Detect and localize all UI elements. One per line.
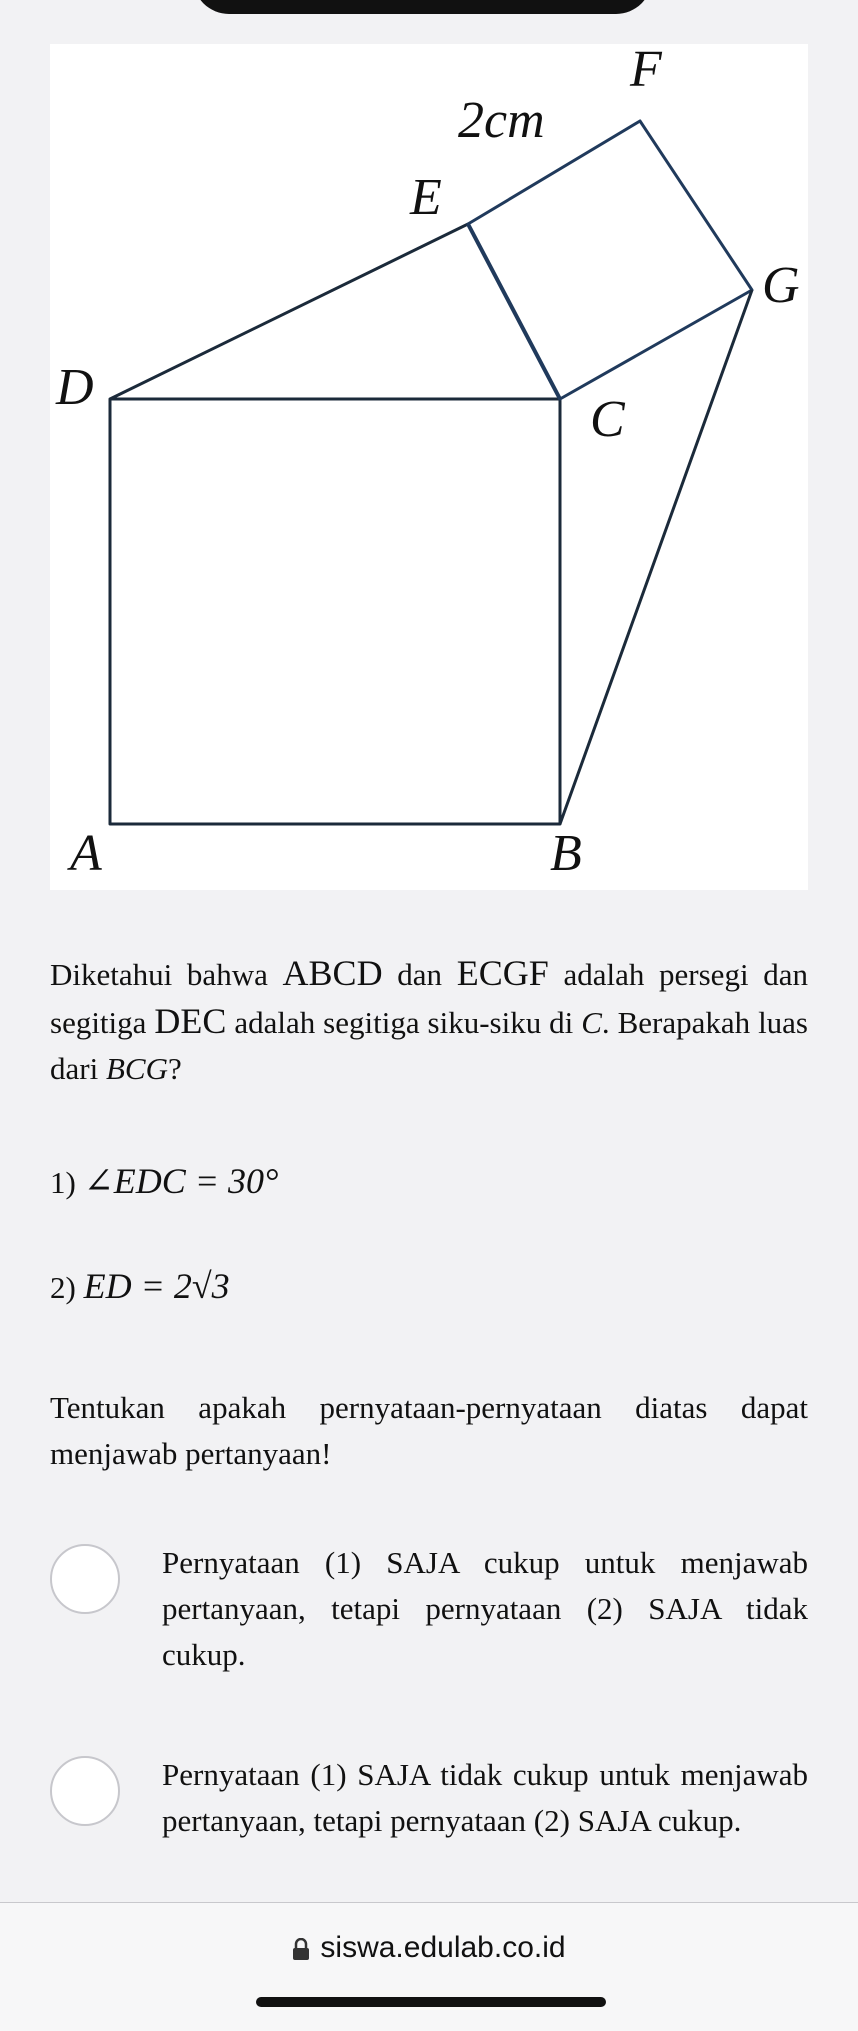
label-g: G [762, 257, 800, 314]
device-notch [193, 0, 652, 14]
square-abcd-name: ABCD [282, 953, 383, 993]
problem-text: Diketahui bahwa ABCD dan ECGF adalah persegi dan segitiga DEC adalah segitiga siku-siku di C. Berapakah luas dari BCG? [50, 953, 809, 1086]
url-display[interactable] [0, 1931, 858, 1965]
square-ecgf-name: ECGF [456, 953, 549, 993]
geometry-figure [50, 44, 808, 890]
geometry-diagram [50, 44, 808, 890]
label-a: A [70, 825, 102, 882]
label-d: D [56, 359, 94, 416]
label-c: C [590, 391, 625, 448]
instruction-text: Tentukan apakah pernyataan-pernyataan diatas dapat menjawab pertanyaan! [50, 1390, 808, 1471]
segment-de [110, 224, 468, 399]
statement-1-formula: ∠EDC = 30° [83, 1161, 279, 1201]
home-indicator[interactable] [256, 1997, 606, 2007]
option-1-text[interactable]: Pernyataan (1) SAJA cukup untuk menjawab pertanyaan, tetapi pernyataan (2) SAJA tidak cukup. [162, 1545, 808, 1672]
option-2-radio[interactable] [50, 1756, 120, 1826]
segment-gb [560, 290, 752, 824]
label-length: 2cm [458, 92, 545, 149]
square-ecgf [468, 121, 752, 399]
option-1-radio[interactable] [50, 1544, 120, 1614]
square-abcd [110, 399, 560, 824]
label-f: F [630, 44, 662, 98]
lock-icon [292, 1938, 310, 1960]
statement-2: 2) ED = 2√3 [50, 1266, 230, 1306]
label-b: B [550, 825, 582, 882]
option-2-text[interactable]: Pernyataan (1) SAJA tidak cukup untuk menjawab pertanyaan, tetapi pernyataan (2) SAJA cukup. [162, 1757, 808, 1838]
browser-url-bar[interactable] [0, 1903, 858, 2031]
label-e: E [410, 169, 442, 226]
statement-2-formula: ED = 2√3 [83, 1266, 230, 1306]
segment-ec [468, 224, 560, 399]
url-text: siswa.edulab.co.id [320, 1931, 566, 1964]
triangle-bcg-name: BCG [105, 1051, 168, 1086]
statement-1: 1) ∠EDC = 30° [50, 1161, 279, 1201]
vertex-c-name: C [581, 1005, 602, 1040]
triangle-dec-name: DEC [154, 1001, 227, 1041]
